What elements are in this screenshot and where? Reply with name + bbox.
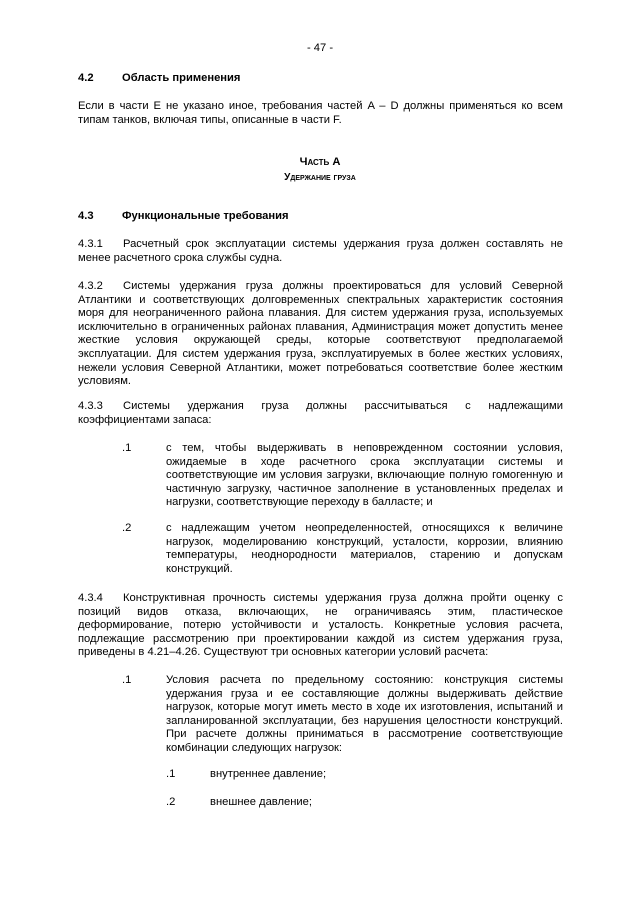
paragraph-4-3-2 xyxy=(78,280,563,389)
sub-list-label: .1 xyxy=(166,768,176,780)
list-label: .1 xyxy=(122,442,132,454)
paragraph-text: Системы удержания груза должны проектироваться для условий Северной Атлантики и соответствующих долговременных спектральных характеристик состояния моря для неограниченного района плавания. Для систем удержания груза, используемых исключительно в ограниченных районах плавания, Администрация может допустить менее жесткие условия окружающей среды, которые соответствуют предполагаемой эксплуатации. Для систем удержания груза, эксплуатируемых в более жестких условиях, нежели условия Северной Атлантики, может потребоваться соответствие более жестким условиям. xyxy=(78,280,563,388)
section-title: Функциональные требования xyxy=(122,210,289,222)
list-text: с тем, чтобы выдерживать в неповрежденном состоянии условия, ожидаемые в ходе расчетного срока эксплуатации системы и соответствующие им условия загрузки, включающие полную гомогенную и частичную загрузку, частичное заполнение в установленных пределах и нагрузки, соответствующие переходу в балласте; и xyxy=(166,442,563,509)
section-4-2-text: Если в части E не указано иное, требования частей A – D должны применяться ко всем типам танков, включая типы, описанные в части F. xyxy=(78,100,563,126)
paragraph-number: 4.3.4 xyxy=(78,592,103,604)
list-text: Условия расчета по предельному состоянию: конструкция системы удержания груза и ее составляющие должны выдерживать действие нагрузок, которые могут иметь место в ходе их изготовления, испытаний и запланированной эксплуатации, без нарушения целостности конструкций. При расчете должны приниматься в рассмотрение соответствующие комбинации следующих нагрузок: xyxy=(166,674,563,754)
section-4-3-heading xyxy=(78,210,289,224)
paragraph-text: Расчетный срок эксплуатации системы удержания груза должен составлять не менее расчетного срока службы судна. xyxy=(78,238,563,264)
paragraph-text: Системы удержания груза должны рассчитываться с надлежащими коэффициентами запаса: xyxy=(78,400,563,426)
paragraph-text: Конструктивная прочность системы удержания груза должна пройти оценку с позиций видов отказа, включающих, не ограничиваясь этим, пластическое деформирование, потерю устойчивости и усталость. Конкретные условия расчета, подлежащие рассмотрению при проектировании каждой из систем удержания груза, приведены в 4.21–4.26. Существуют три основных категории условий расчета: xyxy=(78,592,563,659)
section-title: Область применения xyxy=(122,72,241,84)
paragraph-number: 4.3.3 xyxy=(78,400,103,412)
section-number: 4.2 xyxy=(78,72,94,84)
page-number: - 47 - xyxy=(306,42,334,54)
list-text: с надлежащим учетом неопределенностей, относящихся к величине нагрузок, моделированию конструкций, усталости, коррозии, влиянию температуры, неоднородности материалов, старению и допускам конструкций. xyxy=(166,522,563,575)
paragraph-number: 4.3.2 xyxy=(78,280,103,292)
part-title: Часть A xyxy=(299,156,341,168)
paragraph-4-3-3 xyxy=(78,400,563,427)
list-item xyxy=(122,674,563,756)
section-number: 4.3 xyxy=(78,210,94,222)
sub-list-item xyxy=(166,796,563,810)
section-4-2-heading xyxy=(78,72,240,86)
list-item xyxy=(122,522,563,576)
sub-list-item xyxy=(166,768,563,782)
paragraph-number: 4.3.1 xyxy=(78,238,103,250)
part-subtitle: Удержание груза xyxy=(284,172,356,183)
sub-list-text: внешнее давление; xyxy=(210,796,312,808)
sub-list-label: .2 xyxy=(166,796,176,808)
paragraph-4-3-4 xyxy=(78,592,563,660)
list-label: .1 xyxy=(122,674,132,686)
list-item xyxy=(122,442,563,510)
list-label: .2 xyxy=(122,522,132,534)
sub-list-text: внутреннее давление; xyxy=(210,768,327,780)
paragraph-4-3-1 xyxy=(78,238,563,265)
